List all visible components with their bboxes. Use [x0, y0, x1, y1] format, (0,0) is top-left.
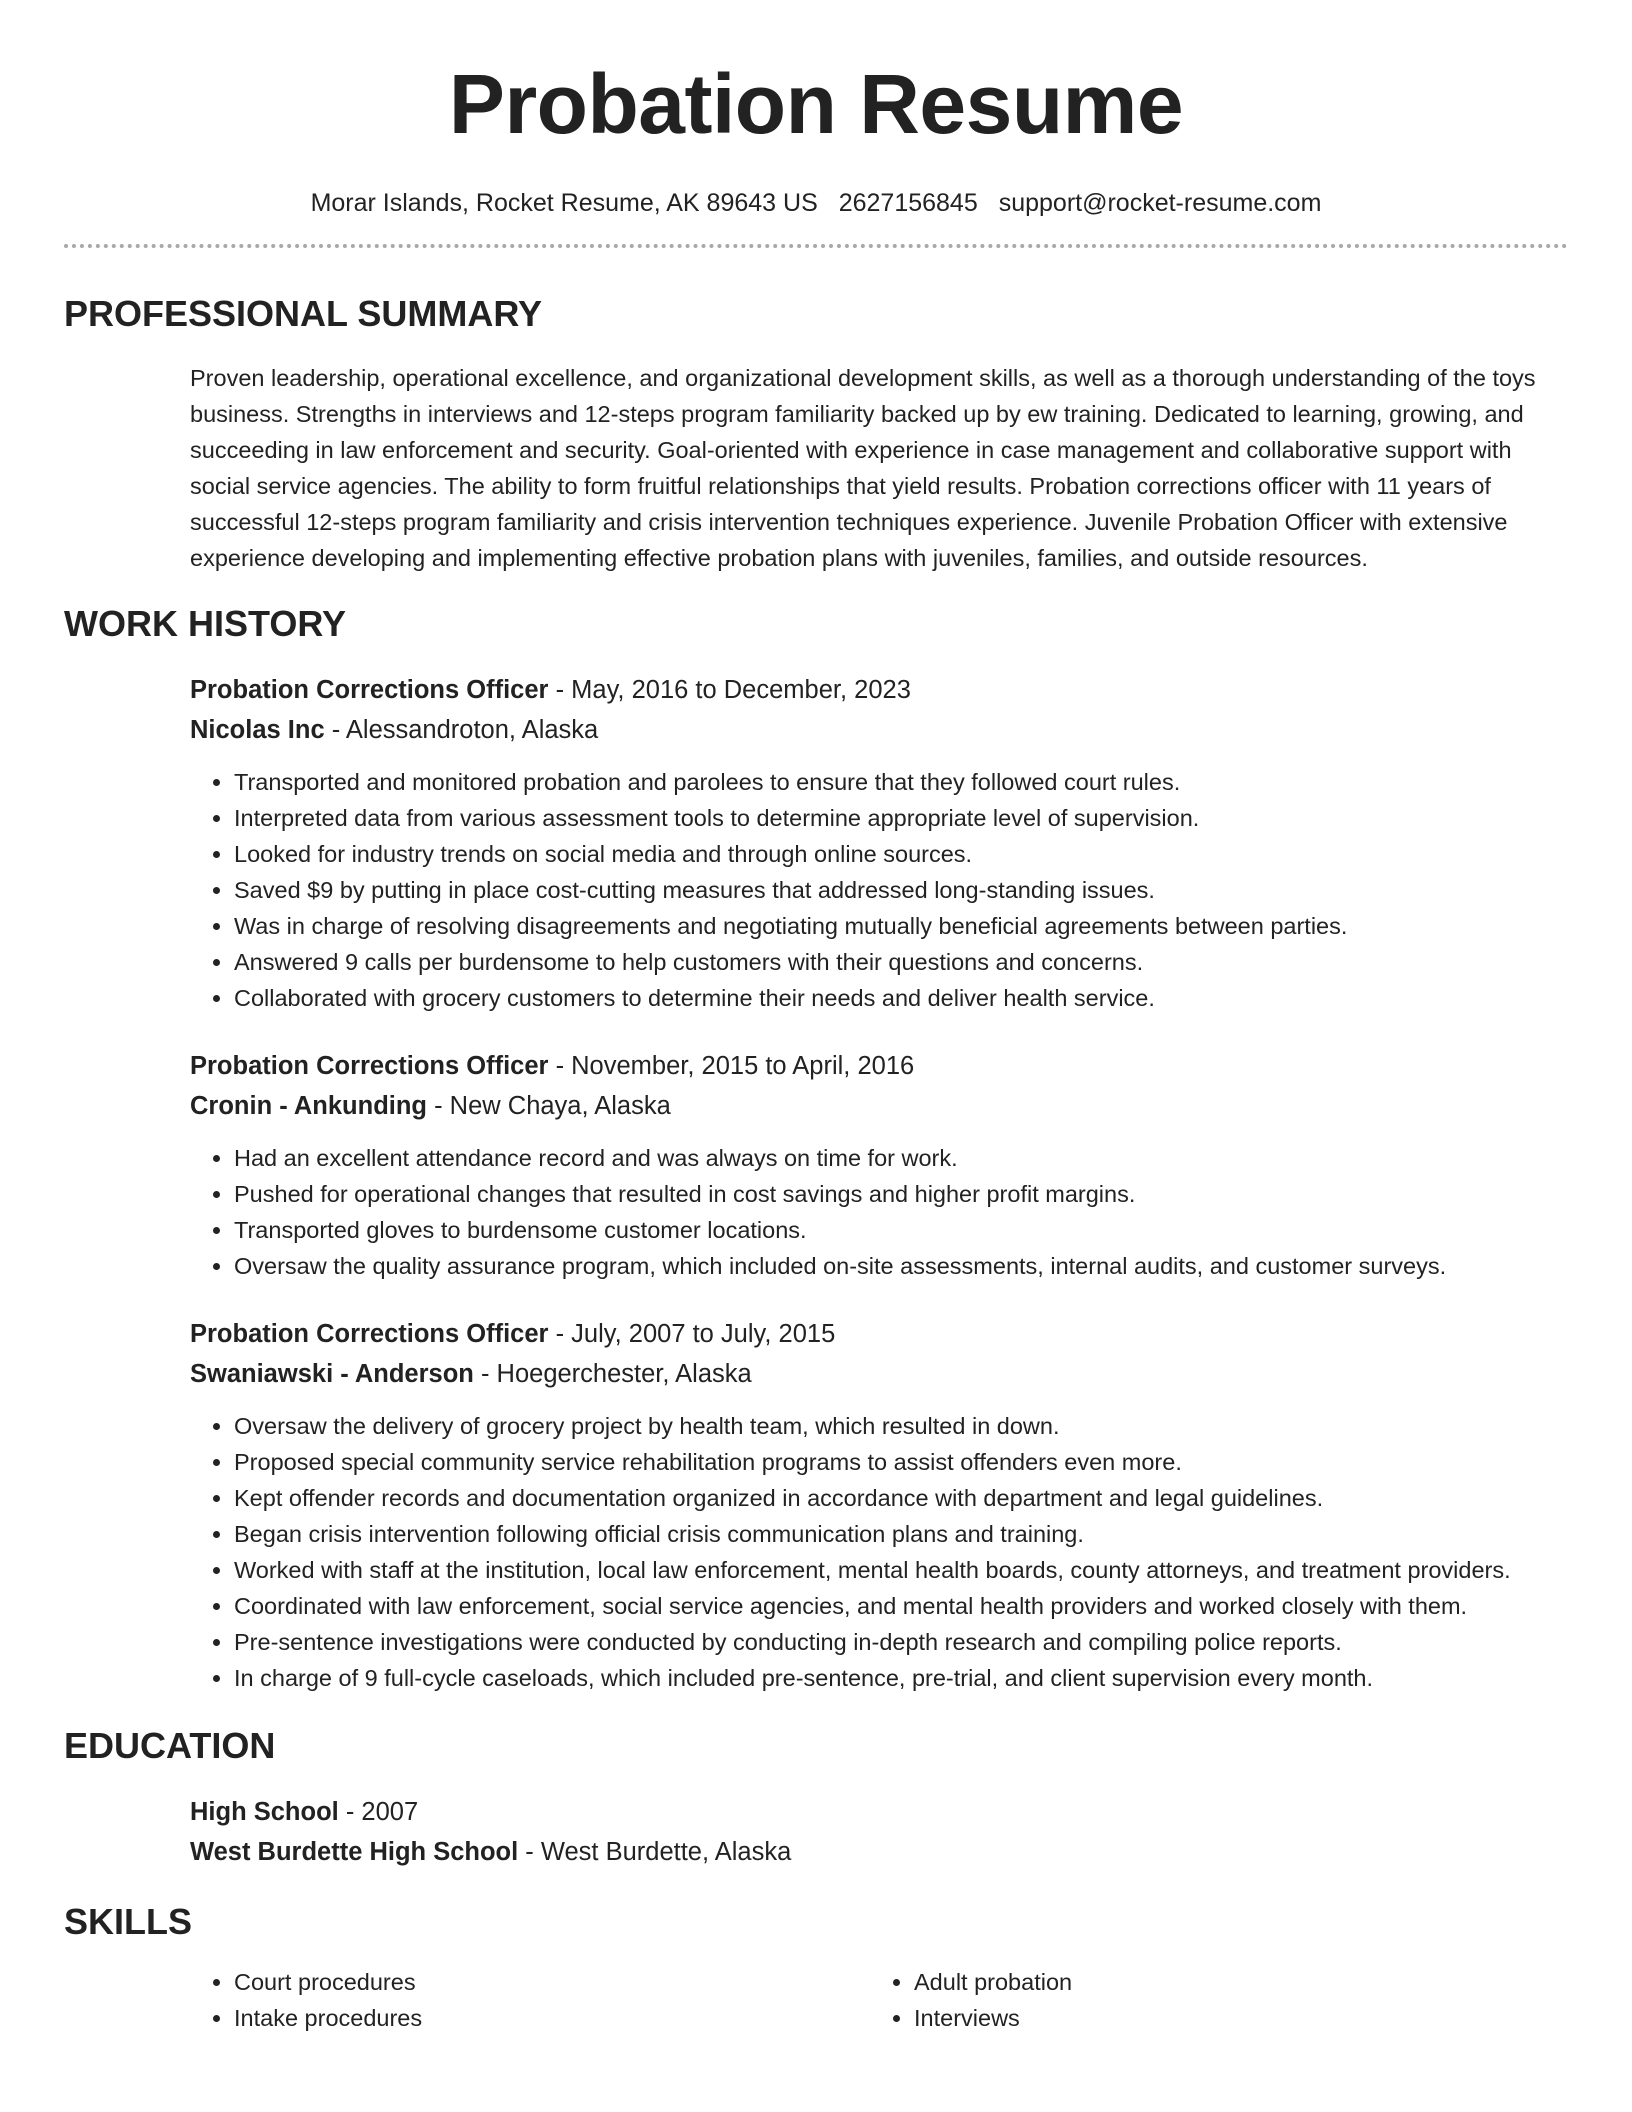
education-school-line [190, 1832, 1568, 1872]
job-location: - Hoegerchester, Alaska [473, 1360, 752, 1388]
job-dates: - November, 2015 to April, 2016 [548, 1052, 915, 1080]
job-title-line [190, 1046, 1568, 1086]
skills-heading: SKILLS [64, 1901, 193, 1942]
job-entry [190, 1314, 1568, 1696]
education-location: - West Burdette, Alaska [518, 1838, 792, 1866]
job-entry [190, 1046, 1568, 1284]
summary-section [190, 360, 1568, 576]
list-item: • Looked for industry trends on social media and through online sources. [234, 836, 1568, 872]
list-item: • Kept offender records and documentation organized in accordance with department and legal guidelines. [234, 1480, 1568, 1516]
skills-column-left [190, 1964, 870, 2036]
job-duties-list [190, 1408, 1568, 1696]
list-item: • Intake procedures [234, 2000, 870, 2036]
job-company-line [190, 1354, 1568, 1394]
job-title-line [190, 670, 1568, 710]
skills-section [190, 1964, 1568, 2036]
list-item: • Collaborated with grocery customers to determine their needs and deliver health service. [234, 980, 1568, 1016]
list-item: • Interviews [914, 2000, 1550, 2036]
work-history-heading: WORK HISTORY [64, 603, 347, 644]
contact-line [64, 188, 1568, 218]
job-dates: - July, 2007 to July, 2015 [548, 1320, 836, 1348]
list-item: • Worked with staff at the institution, local law enforcement, mental health boards, county attorneys, and treatment providers. [234, 1552, 1568, 1588]
skills-list [870, 1964, 1550, 2036]
education-year: - 2007 [338, 1798, 419, 1826]
summary-heading: PROFESSIONAL SUMMARY [64, 293, 543, 334]
contact-phone: 2627156845 [838, 189, 978, 217]
work-history-section [190, 670, 1568, 1696]
header-divider [64, 244, 1568, 248]
job-duties-list [190, 764, 1568, 1016]
job-duties-list [190, 1140, 1568, 1284]
list-item: • Had an excellent attendance record and was always on time for work. [234, 1140, 1568, 1176]
skills-column-right [870, 1964, 1550, 2036]
skills-list [190, 1964, 870, 2036]
list-item: • Proposed special community service rehabilitation programs to assist offenders even more. [234, 1444, 1568, 1480]
list-item: • In charge of 9 full-cycle caseloads, which included pre-sentence, pre-trial, and client supervision every month. [234, 1660, 1568, 1696]
job-entry [190, 670, 1568, 1016]
job-role: Probation Corrections Officer [190, 676, 549, 704]
education-degree: High School [190, 1798, 339, 1826]
job-role: Probation Corrections Officer [190, 1052, 549, 1080]
job-company: Cronin - Ankunding [190, 1092, 428, 1120]
list-item: • Saved $9 by putting in place cost-cutting measures that addressed long-standing issues. [234, 872, 1568, 908]
job-dates: - May, 2016 to December, 2023 [548, 676, 911, 704]
contact-email: support@rocket-resume.com [998, 189, 1322, 217]
list-item: • Pre-sentence investigations were conducted by conducting in-depth research and compiling police reports. [234, 1624, 1568, 1660]
contact-address: Morar Islands, Rocket Resume, AK 89643 US [310, 189, 818, 217]
job-company: Nicolas Inc [190, 716, 325, 744]
education-section [190, 1792, 1568, 1872]
education-school: West Burdette High School [190, 1838, 519, 1866]
job-company: Swaniawski - Anderson [190, 1360, 474, 1388]
job-role: Probation Corrections Officer [190, 1320, 549, 1348]
summary-text: Proven leadership, operational excellence, and organizational development skills, as well as a thorough understanding of the toys business. Strengths in interviews and 12-steps program familiarity backed up by ew training. Dedicated to learning, growing, and succeeding in law enforcement and security. Goal-oriented with experience in case management and collaborative support with social service agencies. The ability to form fruitful relationships that yield results. Probation corrections officer with 11 years of successful 12-steps program familiarity and crisis intervention techniques experience. Juvenile Probation Officer with extensive experience developing and implementing effective probation plans with juveniles, families, and outside resources. [190, 365, 1536, 571]
list-item: • Began crisis intervention following official crisis communication plans and training. [234, 1516, 1568, 1552]
resume-title: Probation Resume [448, 57, 1184, 151]
list-item: • Transported gloves to burdensome customer locations. [234, 1212, 1568, 1248]
list-item: • Adult probation [914, 1964, 1550, 2000]
list-item: • Transported and monitored probation and parolees to ensure that they followed court rules. [234, 764, 1568, 800]
list-item: • Court procedures [234, 1964, 870, 2000]
job-company-line [190, 710, 1568, 750]
list-item: • Pushed for operational changes that resulted in cost savings and higher profit margins. [234, 1176, 1568, 1212]
list-item: • Coordinated with law enforcement, social service agencies, and mental health providers and worked closely with them. [234, 1588, 1568, 1624]
list-item: • Oversaw the delivery of grocery project by health team, which resulted in down. [234, 1408, 1568, 1444]
education-degree-line [190, 1792, 1568, 1832]
list-item: • Answered 9 calls per burdensome to help customers with their questions and concerns. [234, 944, 1568, 980]
list-item: • Interpreted data from various assessment tools to determine appropriate level of supervision. [234, 800, 1568, 836]
list-item: • Oversaw the quality assurance program, which included on-site assessments, internal audits, and customer surveys. [234, 1248, 1568, 1284]
job-title-line [190, 1314, 1568, 1354]
education-heading: EDUCATION [64, 1725, 276, 1766]
job-company-line [190, 1086, 1568, 1126]
job-location: - Alessandroton, Alaska [324, 716, 599, 744]
job-location: - New Chaya, Alaska [427, 1092, 671, 1120]
list-item: • Was in charge of resolving disagreements and negotiating mutually beneficial agreements between parties. [234, 908, 1568, 944]
